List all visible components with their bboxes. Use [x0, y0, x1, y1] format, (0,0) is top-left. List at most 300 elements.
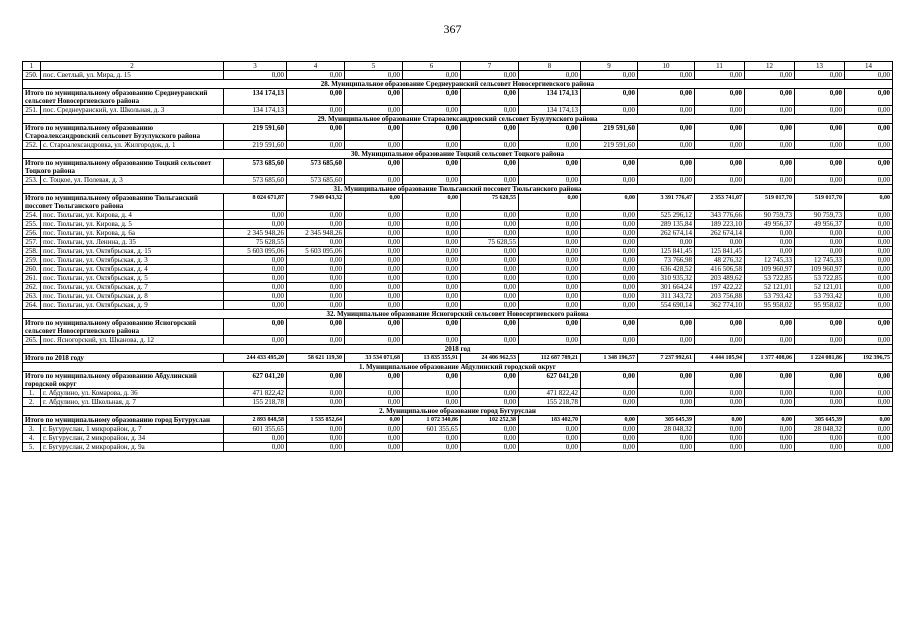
amount-cell: 0,00 — [581, 211, 638, 220]
amount-cell: 0,00 — [745, 141, 795, 150]
amount-cell: 0,00 — [581, 301, 638, 310]
amount-cell: 0,00 — [745, 159, 795, 176]
amount-cell: 0,00 — [638, 141, 695, 150]
amount-cell: 0,00 — [224, 443, 287, 452]
amount-cell: 53 793,42 — [745, 292, 795, 301]
row-number: 264. — [23, 301, 41, 310]
table-row — [23, 336, 893, 345]
amount-cell: 0,00 — [403, 336, 461, 345]
row-number: 250. — [23, 71, 41, 80]
amount-cell: 7 237 992,61 — [638, 354, 695, 363]
amount-cell: 0,00 — [795, 89, 845, 106]
amount-cell: 3 391 776,47 — [638, 194, 695, 211]
amount-cell: 0,00 — [845, 265, 893, 274]
amount-cell: 0,00 — [795, 389, 845, 398]
row-number: 265. — [23, 336, 41, 345]
amount-cell: 125 841,45 — [695, 247, 745, 256]
amount-cell: 305 645,39 — [795, 416, 845, 425]
section-title: 1. Муниципальное образование Абдулинский городской округ — [23, 363, 893, 372]
amount-cell: 0,00 — [345, 247, 403, 256]
amount-cell: 0,00 — [695, 106, 745, 115]
amount-cell: 2 353 741,07 — [695, 194, 745, 211]
address-cell: пос. Тюльган, ул. Октябрьская, д. 8 — [41, 292, 224, 301]
amount-cell: 0,00 — [695, 71, 745, 80]
amount-cell: 0,00 — [345, 106, 403, 115]
amount-cell: 0,00 — [345, 71, 403, 80]
table-row — [23, 229, 893, 238]
amount-cell: 0,00 — [403, 372, 461, 389]
amount-cell: 0,00 — [519, 71, 581, 80]
amount-cell: 0,00 — [581, 220, 638, 229]
table-row — [23, 141, 893, 150]
amount-cell: 0,00 — [638, 176, 695, 185]
amount-cell: 0,00 — [461, 211, 519, 220]
amount-cell: 0,00 — [845, 159, 893, 176]
amount-cell: 0,00 — [795, 319, 845, 336]
amount-cell: 58 621 119,30 — [287, 354, 345, 363]
amount-cell: 0,00 — [461, 265, 519, 274]
amount-cell: 0,00 — [519, 319, 581, 336]
amount-cell: 0,00 — [795, 124, 845, 141]
amount-cell: 0,00 — [287, 265, 345, 274]
amount-cell: 0,00 — [581, 283, 638, 292]
amount-cell: 573 685,60 — [224, 159, 287, 176]
subtotal-row — [23, 124, 893, 141]
column-header: 11 — [695, 62, 745, 71]
table-row — [23, 106, 893, 115]
page-number: 367 — [443, 22, 462, 36]
row-number: 255. — [23, 220, 41, 229]
amount-cell: 0,00 — [519, 283, 581, 292]
amount-cell: 0,00 — [745, 89, 795, 106]
amount-cell: 0,00 — [403, 265, 461, 274]
amount-cell: 0,00 — [461, 256, 519, 265]
amount-cell: 0,00 — [345, 211, 403, 220]
table-body — [23, 62, 893, 452]
amount-cell: 0,00 — [345, 336, 403, 345]
amount-cell: 0,00 — [695, 89, 745, 106]
table-row — [23, 265, 893, 274]
amount-cell: 0,00 — [224, 220, 287, 229]
amount-cell: 0,00 — [461, 443, 519, 452]
amount-cell: 0,00 — [345, 176, 403, 185]
column-header: 3 — [224, 62, 287, 71]
amount-cell: 0,00 — [461, 176, 519, 185]
amount-cell: 601 355,65 — [403, 425, 461, 434]
amount-cell: 0,00 — [403, 106, 461, 115]
amount-cell: 0,00 — [461, 229, 519, 238]
amount-cell: 73 766,98 — [638, 256, 695, 265]
subtotal-label: Итого по муниципальному образованию Староалександровский сельсовет Бузулукского района — [23, 124, 224, 141]
column-header: 10 — [638, 62, 695, 71]
row-number: 258. — [23, 247, 41, 256]
row-number: 4. — [23, 434, 41, 443]
amount-cell: 0,00 — [345, 416, 403, 425]
amount-cell: 262 674,14 — [695, 229, 745, 238]
column-header: 4 — [287, 62, 345, 71]
amount-cell: 0,00 — [745, 398, 795, 407]
amount-cell: 0,00 — [845, 247, 893, 256]
amount-cell: 0,00 — [845, 89, 893, 106]
address-cell: пос. Тюльган, ул. Кирова, д. 5 — [41, 220, 224, 229]
amount-cell: 0,00 — [638, 238, 695, 247]
row-number: 260. — [23, 265, 41, 274]
address-cell: г. Абдулино, ул. Комарова, д. 36 — [41, 389, 224, 398]
amount-cell: 0,00 — [345, 89, 403, 106]
amount-cell: 90 759,73 — [795, 211, 845, 220]
amount-cell: 0,00 — [287, 106, 345, 115]
amount-cell: 0,00 — [795, 336, 845, 345]
address-cell: г. Бугуруслан, 2 микрорайон, д. 34 — [41, 434, 224, 443]
amount-cell: 0,00 — [745, 176, 795, 185]
amount-cell: 0,00 — [345, 159, 403, 176]
amount-cell: 0,00 — [638, 106, 695, 115]
amount-cell: 0,00 — [845, 71, 893, 80]
amount-cell: 0,00 — [638, 336, 695, 345]
amount-cell: 0,00 — [461, 425, 519, 434]
column-header: 1 — [23, 62, 41, 71]
section-title: 28. Муниципальное образование Среднеуранский сельсовет Новосергиевского района — [23, 80, 893, 89]
amount-cell: 75 628,55 — [461, 194, 519, 211]
amount-cell: 0,00 — [345, 238, 403, 247]
amount-cell: 0,00 — [403, 141, 461, 150]
amount-cell: 0,00 — [224, 256, 287, 265]
amount-cell: 0,00 — [795, 106, 845, 115]
amount-cell: 311 343,72 — [638, 292, 695, 301]
amount-cell: 0,00 — [224, 434, 287, 443]
amount-cell: 0,00 — [638, 398, 695, 407]
amount-cell: 219 591,60 — [224, 124, 287, 141]
amount-cell: 0,00 — [638, 124, 695, 141]
amount-cell: 0,00 — [519, 124, 581, 141]
amount-cell: 627 041,20 — [224, 372, 287, 389]
amount-cell: 33 534 071,68 — [345, 354, 403, 363]
column-header: 9 — [581, 62, 638, 71]
amount-cell: 0,00 — [845, 211, 893, 220]
table-row — [23, 434, 893, 443]
amount-cell: 0,00 — [745, 106, 795, 115]
amount-cell: 0,00 — [745, 319, 795, 336]
amount-cell: 0,00 — [581, 443, 638, 452]
amount-cell: 0,00 — [581, 319, 638, 336]
amount-cell: 0,00 — [845, 434, 893, 443]
amount-cell: 0,00 — [745, 238, 795, 247]
amount-cell: 2 893 848,58 — [224, 416, 287, 425]
amount-cell: 0,00 — [581, 71, 638, 80]
amount-cell: 24 406 962,53 — [461, 354, 519, 363]
amount-cell: 134 174,13 — [519, 89, 581, 106]
amount-cell: 49 956,37 — [795, 220, 845, 229]
amount-cell: 5 603 095,06 — [287, 247, 345, 256]
amount-cell: 362 774,10 — [695, 301, 745, 310]
amount-cell: 0,00 — [581, 398, 638, 407]
amount-cell: 0,00 — [845, 389, 893, 398]
row-number: 257. — [23, 238, 41, 247]
amount-cell: 0,00 — [845, 425, 893, 434]
amount-cell: 0,00 — [845, 372, 893, 389]
amount-cell: 0,00 — [519, 265, 581, 274]
amount-cell: 0,00 — [345, 194, 403, 211]
table-row — [23, 71, 893, 80]
amount-cell: 0,00 — [345, 434, 403, 443]
amount-cell: 0,00 — [581, 229, 638, 238]
amount-cell: 0,00 — [581, 256, 638, 265]
amount-cell: 0,00 — [287, 211, 345, 220]
amount-cell: 0,00 — [581, 425, 638, 434]
row-number: 252. — [23, 141, 41, 150]
amount-cell: 0,00 — [345, 443, 403, 452]
amount-cell: 75 628,55 — [461, 238, 519, 247]
amount-cell: 0,00 — [461, 434, 519, 443]
address-cell: пос. Светлый, ул. Мира, д. 15 — [41, 71, 224, 80]
amount-cell: 0,00 — [519, 141, 581, 150]
row-number: 262. — [23, 283, 41, 292]
amount-cell: 0,00 — [403, 159, 461, 176]
amount-cell: 0,00 — [345, 389, 403, 398]
amount-cell: 48 276,32 — [695, 256, 745, 265]
amount-cell: 134 174,13 — [224, 89, 287, 106]
amount-cell: 0,00 — [345, 141, 403, 150]
row-number: 3. — [23, 425, 41, 434]
amount-cell: 0,00 — [287, 89, 345, 106]
amount-cell: 0,00 — [287, 274, 345, 283]
subtotal-label: Итого по муниципальному образованию Среднеуранский сельсовет Новосергиевского района — [23, 89, 224, 106]
row-number: 261. — [23, 274, 41, 283]
amount-cell: 0,00 — [845, 256, 893, 265]
amount-cell: 5 603 095,06 — [224, 247, 287, 256]
amount-cell: 203 489,62 — [695, 274, 745, 283]
column-header: 2 — [41, 62, 224, 71]
section-header-row — [23, 185, 893, 194]
amount-cell: 0,00 — [461, 389, 519, 398]
subtotal-label: Итого по муниципальному образованию Тоцкий сельсовет Тоцкого района — [23, 159, 224, 176]
amount-cell: 0,00 — [403, 256, 461, 265]
subtotal-label: Итого по муниципальному образованию Ясногорский сельсовет Новосергиевского района — [23, 319, 224, 336]
address-cell: пос. Тюльган, ул. Ленина, д. 35 — [41, 238, 224, 247]
amount-cell: 601 355,65 — [224, 425, 287, 434]
subtotal-label: Итого по муниципальному образованию Абдулинский городской округ — [23, 372, 224, 389]
amount-cell: 0,00 — [345, 229, 403, 238]
amount-cell: 0,00 — [345, 220, 403, 229]
amount-cell: 0,00 — [638, 443, 695, 452]
amount-cell: 0,00 — [403, 274, 461, 283]
amount-cell: 0,00 — [845, 176, 893, 185]
amount-cell: 0,00 — [795, 434, 845, 443]
amount-cell: 52 121,01 — [745, 283, 795, 292]
amount-cell: 0,00 — [695, 124, 745, 141]
amount-cell: 0,00 — [795, 141, 845, 150]
amount-cell: 0,00 — [845, 124, 893, 141]
amount-cell: 0,00 — [345, 283, 403, 292]
section-header-row — [23, 80, 893, 89]
amount-cell: 554 690,14 — [638, 301, 695, 310]
amount-cell: 0,00 — [581, 106, 638, 115]
amount-cell: 471 822,42 — [224, 389, 287, 398]
amount-cell: 0,00 — [403, 283, 461, 292]
table-row — [23, 176, 893, 185]
amount-cell: 0,00 — [403, 301, 461, 310]
amount-cell: 262 674,14 — [638, 229, 695, 238]
amount-cell: 49 956,37 — [745, 220, 795, 229]
amount-cell: 0,00 — [845, 220, 893, 229]
amount-cell: 28 048,32 — [638, 425, 695, 434]
amount-cell: 192 396,75 — [845, 354, 893, 363]
amount-cell: 0,00 — [581, 238, 638, 247]
amount-cell: 0,00 — [695, 176, 745, 185]
amount-cell: 0,00 — [345, 124, 403, 141]
row-number: 259. — [23, 256, 41, 265]
amount-cell: 0,00 — [345, 425, 403, 434]
amount-cell: 0,00 — [745, 389, 795, 398]
address-cell: пос. Тюльган, ул. Октябрьская, д. 4 — [41, 265, 224, 274]
amount-cell: 0,00 — [224, 292, 287, 301]
amount-cell: 0,00 — [519, 256, 581, 265]
amount-cell: 2 345 948,26 — [224, 229, 287, 238]
table-row — [23, 398, 893, 407]
amount-cell: 0,00 — [695, 416, 745, 425]
amount-cell: 0,00 — [403, 292, 461, 301]
amount-cell: 0,00 — [519, 238, 581, 247]
amount-cell: 0,00 — [745, 247, 795, 256]
amount-cell: 1 072 340,86 — [403, 416, 461, 425]
row-number: 1. — [23, 389, 41, 398]
table-row — [23, 220, 893, 229]
amount-cell: 0,00 — [287, 124, 345, 141]
address-cell: г. Абдулино, ул. Школьная, д. 7 — [41, 398, 224, 407]
table-row — [23, 274, 893, 283]
amount-cell: 0,00 — [795, 372, 845, 389]
amount-cell: 0,00 — [795, 398, 845, 407]
amount-cell: 0,00 — [287, 220, 345, 229]
address-cell: г. Бугуруслан, 2 микрорайон, д. 9а — [41, 443, 224, 452]
amount-cell: 0,00 — [845, 292, 893, 301]
amount-cell: 0,00 — [695, 141, 745, 150]
amount-cell: 0,00 — [519, 274, 581, 283]
amount-cell: 0,00 — [403, 229, 461, 238]
amount-cell: 0,00 — [461, 301, 519, 310]
amount-cell: 0,00 — [845, 398, 893, 407]
amount-cell: 305 645,39 — [638, 416, 695, 425]
table-row — [23, 256, 893, 265]
amount-cell: 0,00 — [461, 372, 519, 389]
amount-cell: 28 048,32 — [795, 425, 845, 434]
amount-cell: 0,00 — [461, 159, 519, 176]
amount-cell: 0,00 — [224, 274, 287, 283]
row-number: 253. — [23, 176, 41, 185]
amount-cell: 0,00 — [638, 372, 695, 389]
amount-cell: 0,00 — [461, 283, 519, 292]
amount-cell: 0,00 — [581, 194, 638, 211]
amount-cell: 13 835 355,91 — [403, 354, 461, 363]
amount-cell: 0,00 — [519, 211, 581, 220]
amount-cell: 0,00 — [745, 425, 795, 434]
amount-cell: 203 756,88 — [695, 292, 745, 301]
amount-cell: 0,00 — [795, 238, 845, 247]
amount-cell: 53 793,42 — [795, 292, 845, 301]
amount-cell: 0,00 — [695, 434, 745, 443]
amount-cell: 0,00 — [403, 238, 461, 247]
amount-cell: 189 223,10 — [695, 220, 745, 229]
row-number: 263. — [23, 292, 41, 301]
amount-cell: 0,00 — [638, 71, 695, 80]
section-title: 30. Муниципальное образование Тоцкий сельсовет Тоцкого района — [23, 150, 893, 159]
section-title: 29. Муниципальное образование Староалександровский сельсовет Бузулукского района — [23, 115, 893, 124]
amount-cell: 1 535 852,64 — [287, 416, 345, 425]
amount-cell: 0,00 — [745, 434, 795, 443]
amount-cell: 0,00 — [581, 416, 638, 425]
section-header-row — [23, 310, 893, 319]
amount-cell: 0,00 — [287, 283, 345, 292]
amount-cell: 0,00 — [224, 336, 287, 345]
amount-cell: 0,00 — [581, 265, 638, 274]
amount-cell: 53 722,85 — [795, 274, 845, 283]
amount-cell: 0,00 — [403, 89, 461, 106]
amount-cell: 0,00 — [403, 124, 461, 141]
amount-cell: 0,00 — [287, 238, 345, 247]
amount-cell: 0,00 — [745, 229, 795, 238]
amount-cell: 0,00 — [403, 71, 461, 80]
address-cell: пос. Тюльган, ул. Октябрьская, д. 15 — [41, 247, 224, 256]
address-cell: с. Тоцкое, ул. Полевая, д. 3 — [41, 176, 224, 185]
amount-cell: 0,00 — [745, 372, 795, 389]
amount-cell: 301 664,24 — [638, 283, 695, 292]
amount-cell: 8 024 671,87 — [224, 194, 287, 211]
amount-cell: 0,00 — [461, 106, 519, 115]
amount-cell: 627 041,20 — [519, 372, 581, 389]
amount-cell: 0,00 — [403, 398, 461, 407]
amount-cell: 0,00 — [581, 336, 638, 345]
address-cell: с. Староалександровка, ул. Жилгородок, д. 1 — [41, 141, 224, 150]
section-header-row — [23, 407, 893, 416]
amount-cell: 0,00 — [519, 434, 581, 443]
amount-cell: 0,00 — [695, 159, 745, 176]
amount-cell: 0,00 — [795, 229, 845, 238]
amount-cell: 519 017,70 — [795, 194, 845, 211]
amount-cell: 0,00 — [224, 319, 287, 336]
amount-cell: 0,00 — [581, 292, 638, 301]
amount-cell: 573 685,60 — [287, 159, 345, 176]
amount-cell: 0,00 — [745, 443, 795, 452]
table-row — [23, 425, 893, 434]
amount-cell: 0,00 — [345, 274, 403, 283]
subtotal-row — [23, 416, 893, 425]
amount-cell: 0,00 — [345, 319, 403, 336]
amount-cell: 0,00 — [519, 247, 581, 256]
amount-cell: 112 687 789,21 — [519, 354, 581, 363]
address-cell: пос. Тюльган, ул. Кирова, д. 6а — [41, 229, 224, 238]
amount-cell: 52 121,01 — [795, 283, 845, 292]
row-number: 2. — [23, 398, 41, 407]
amount-cell: 95 958,02 — [795, 301, 845, 310]
amount-cell: 0,00 — [581, 434, 638, 443]
amount-cell: 0,00 — [745, 336, 795, 345]
subtotal-row — [23, 354, 893, 363]
amount-cell: 0,00 — [287, 398, 345, 407]
amount-cell: 0,00 — [461, 141, 519, 150]
amount-cell: 197 422,22 — [695, 283, 745, 292]
amount-cell: 0,00 — [795, 443, 845, 452]
table-row — [23, 211, 893, 220]
amount-cell: 125 841,45 — [638, 247, 695, 256]
amount-cell: 0,00 — [519, 229, 581, 238]
amount-cell: 0,00 — [345, 256, 403, 265]
amount-cell: 0,00 — [845, 319, 893, 336]
row-number: 251. — [23, 106, 41, 115]
section-title: 2018 год — [23, 345, 893, 354]
amount-cell: 0,00 — [795, 247, 845, 256]
amount-cell: 0,00 — [581, 89, 638, 106]
amount-cell: 0,00 — [581, 159, 638, 176]
